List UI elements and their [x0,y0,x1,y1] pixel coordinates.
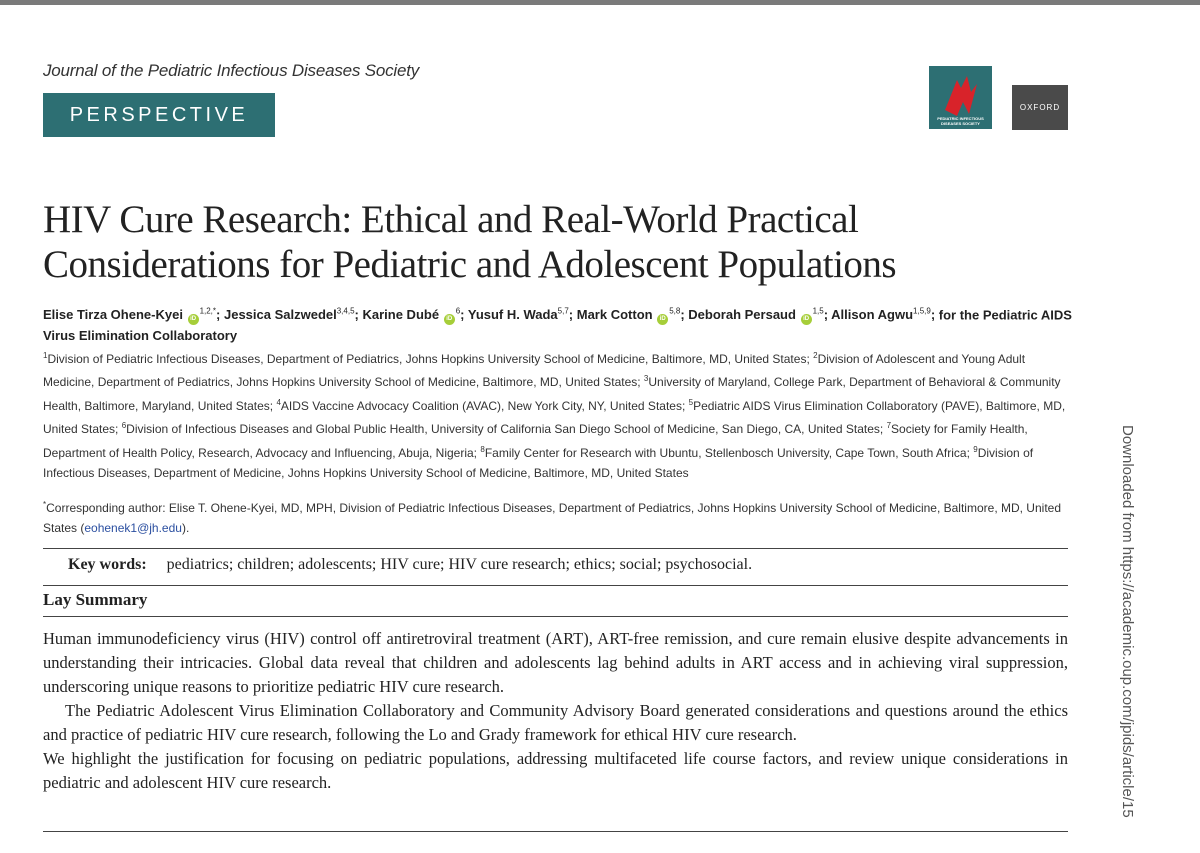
author-separator: ; [680,307,689,323]
article-title [43,197,1103,287]
affiliation-text: Society for Family Health, Department of Health Policy, Research, Advocacy and Influencing, Abuja, Nigeria; [43,422,1028,460]
author-affiliation-sup: 1,2,* [199,307,217,316]
affiliation-text: Division of Pediatric Infectious Diseases, Department of Pediatrics, Johns Hopkins University School of Medicine, Baltimore, MD, United States; [47,352,814,366]
affiliation-text: Division of Adolescent and Young Adult Medicine, Department of Pediatrics, Johns Hopkins University School of Medicine, Baltimore, MD, United States; [43,352,1026,390]
author-affiliation-sup: 1,5,9 [913,307,931,316]
lay-summary-paragraph-2: The Pediatric Adolescent Virus Elimination Collaboratory and Community Advisory Board generated considerations and questions around the ethics and practice of pediatric HIV cure research, following the Lo and Grady framework for ethical HIV cure research. [43,701,1068,744]
affiliation-number: 2 [813,351,818,360]
author-affiliation-sup: 3,4,5 [336,307,355,316]
article-type-banner: PERSPECTIVE [43,93,275,137]
lay-summary-paragraph-1: Human immunodeficiency virus (HIV) control off antiretroviral treatment (ART), ART-free remission, and cure remain elusive despite advancements in understanding their intricacies. Global data reveal that children and adolescents lag behind adults in ART access and in achieving viral suppression, underscoring unique reasons to prioritize pediatric HIV cure research. [43,629,1068,696]
affiliation-text: Pediatric AIDS Virus Elimination Collaboratory (PAVE), Baltimore, MD, United States; [43,398,1066,437]
title-line-1: HIV Cure Research: Ethical and Real-World Practical [43,198,859,241]
affiliation-number: 1 [43,351,48,360]
lay-summary-paragraph-3: We highlight the justification for focusing on pediatric populations, addressing multifaceted life course factors, and review unique considerations in pediatric and adolescent HIV cure research. [43,749,1068,792]
lay-summary-body [43,627,1068,795]
journal-name: Journal of the Pediatric Infectious Diseases Society [43,61,420,80]
affiliation-number: 3 [643,374,649,384]
orcid-icon[interactable]: iD [657,314,668,325]
affiliations [43,346,1073,483]
corresponding-mark: * [43,500,47,509]
author-affiliation-sup: 5,8 [669,307,681,316]
author-separator: ; [216,307,224,323]
download-watermark: Downloaded from https://academic.oup.com/jpids/article/15 [1119,425,1136,818]
divider-lay-summary [43,616,1068,617]
divider-top [43,548,1068,549]
corresponding-text: Corresponding author: Elise T. Ohene-Kyei, MD, MPH, Division of Pediatric Infectious Diseases, Department of Pediatrics, Johns Hopkins University School of Medicine, Baltimore, MD, United States ( [43,501,1061,535]
affiliation-number: 5 [688,397,694,407]
corresponding-end: ). [181,521,190,535]
keywords-label: Key words: [68,556,147,573]
author-separator: ; [930,307,939,323]
author-separator: ; [823,307,832,323]
affiliation-number: 9 [973,444,978,454]
keywords [68,556,1068,574]
author-affiliation-sup: 5,7 [557,307,569,316]
orcid-icon[interactable]: iD [188,314,199,325]
pids-logo [929,66,992,129]
author-affiliation-sup: 1,5 [812,307,824,316]
affiliation-text: AIDS Vaccine Advocacy Coalition (AVAC), New York City, NY, United States; [280,398,689,413]
author-name: Jessica Salzwedel [223,307,337,323]
affiliation-text: Division of Infectious Diseases and Global Public Health, University of California San Diego School of Medicine, San Diego, CA, United States; [126,422,887,437]
affiliation-number: 4 [276,397,281,407]
title-line-2: Considerations for Pediatric and Adolescent Populations [43,243,897,286]
oxford-logo: OXFORD [1012,85,1068,130]
author-name: Deborah Persaud [688,307,796,323]
affiliation-text: Division of Infectious Diseases, Department of Medicine, Johns Hopkins University School of Medicine, Baltimore, MD, United States [43,445,1034,481]
author-name: Karine Dubé [362,307,440,323]
author-name: Allison Agwu [831,307,914,323]
affiliation-text: Family Center for Research with Ubuntu, Stellenbosch University, Cape Town, South Africa; [484,445,974,460]
author-list [43,301,1073,346]
author-separator: ; [354,307,363,323]
author-name: Yusuf H. Wada [467,307,558,323]
author-affiliation-sup: 6 [455,307,461,316]
affiliation-number: 6 [121,421,127,431]
corresponding-email-link[interactable]: eohenek1@jh.edu [84,521,182,535]
affiliation-number: 8 [480,444,485,454]
author-name: Elise Tirza Ohene-Kyei [43,307,183,323]
affiliation-text: University of Maryland, College Park, Department of Behavioral & Community Health, Baltimore, Maryland, United States; [43,375,1061,413]
divider-keywords [43,585,1068,586]
lay-summary-heading: Lay Summary [43,590,148,609]
authors-tail: for the Pediatric AIDS Virus Elimination Collaboratory [43,307,1072,344]
article-page [0,5,1200,853]
corresponding-author [43,495,1073,538]
affiliation-number: 7 [886,421,892,431]
orcid-icon[interactable]: iD [444,314,455,325]
author-name: Mark Cotton [576,307,653,323]
author-separator: ; [568,307,577,323]
orcid-icon[interactable]: iD [801,314,812,325]
author-separator: ; [460,307,468,323]
divider-bottom [43,831,1068,832]
keywords-text: pediatrics; children; adolescents; HIV cure; HIV cure research; ethics; social; psychosocial. [166,556,753,573]
pids-logo-text: PEDIATRIC INFECTIOUS DISEASES SOCIETY [937,116,984,126]
